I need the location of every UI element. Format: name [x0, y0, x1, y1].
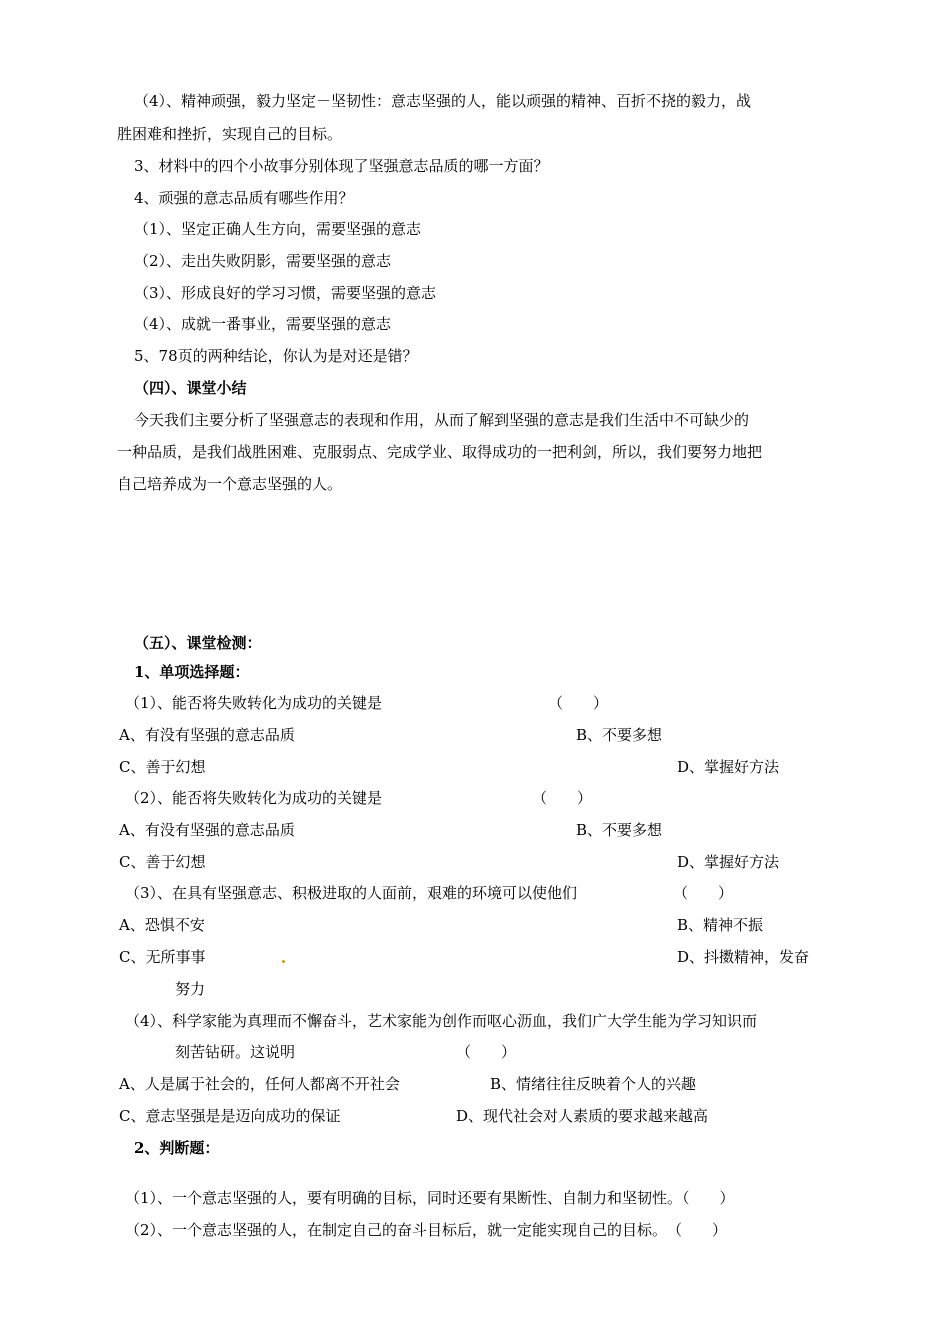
- answer-4: （4）、成就一番事业，需要坚强的意志: [134, 315, 392, 333]
- summary-line-3: 自己培养成为一个意志坚强的人。: [117, 475, 343, 493]
- question-3: 3、材料中的四个小故事分别体现了坚强意志品质的哪一方面？: [134, 157, 549, 175]
- answer-1: （1）、坚定正确人生方向，需要坚强的意志: [134, 220, 422, 238]
- judge-1: （1）、一个意志坚强的人，要有明确的目标，同时还要有果断性、自制力和坚韧性。（ ）: [125, 1189, 735, 1207]
- answer-3: （3）、形成良好的学习习惯，需要坚强的意志: [134, 284, 437, 302]
- summary-line-2: 一种品质，是我们战胜困难、克服弱点、完成学业、取得成功的一把利剑，所以，我们要努力地把: [117, 443, 763, 461]
- q4-option-c: C、意志坚强是是迈向成功的保证: [119, 1107, 341, 1125]
- q3-option-d-continued: 努力: [175, 980, 206, 998]
- q2-stem: （2）、能否将失败转化为成功的关键是: [125, 789, 383, 807]
- stray-dot: [282, 960, 285, 963]
- q4-stem-line1: （4）、科学家能为真理而不懈奋斗，艺术家能为创作而呕心沥血，我们广大学生能为学习知识而: [125, 1012, 758, 1030]
- item-4-line1: （4）、精神顽强，毅力坚定－坚韧性：意志坚强的人，能以顽强的精神、百折不挠的毅力，战: [134, 92, 752, 110]
- q1-option-b: B、不要多想: [576, 726, 663, 744]
- question-4: 4、顽强的意志品质有哪些作用？: [134, 189, 354, 207]
- q4-option-b: B、情绪往往反映着个人的兴趣: [490, 1075, 697, 1093]
- test-heading: （五）、课堂检测：: [134, 634, 262, 652]
- summary-line-1: 今天我们主要分析了坚强意志的表现和作用，从而了解到坚强的意志是我们生活中不可缺少的: [134, 411, 750, 429]
- q1-bracket: （ ）: [548, 694, 609, 712]
- judge-2: （2）、一个意志坚强的人，在制定自己的奋斗目标后，就一定能实现自己的目标。 （ ）: [125, 1221, 728, 1239]
- q4-option-d: D、现代社会对人素质的要求越来越高: [456, 1107, 709, 1125]
- summary-heading: （四）、课堂小结: [134, 379, 247, 397]
- q3-stem: （3）、在具有坚强意志、积极进取的人面前，艰难的环境可以使他们: [125, 884, 578, 902]
- single-choice-heading: 1、单项选择题：: [134, 663, 250, 681]
- q2-option-a: A、有没有坚强的意志品质: [119, 821, 295, 839]
- q3-option-a: A、恐惧不安: [119, 916, 205, 934]
- q2-option-b: B、不要多想: [576, 821, 663, 839]
- q2-option-d: D、掌握好方法: [677, 853, 780, 871]
- q1-option-d: D、掌握好方法: [677, 758, 780, 776]
- q2-option-c: C、善于幻想: [119, 853, 206, 871]
- q1-option-c: C、善于幻想: [119, 758, 206, 776]
- q4-stem-line2: 刻苦钻研。这说明: [175, 1043, 296, 1061]
- q4-bracket: （ ）: [456, 1043, 517, 1061]
- q1-option-a: A、有没有坚强的意志品质: [119, 726, 295, 744]
- q2-bracket: （ ）: [532, 789, 593, 807]
- q1-stem: （1）、能否将失败转化为成功的关键是: [125, 694, 383, 712]
- item-4-line2: 胜困难和挫折，实现自己的目标。: [117, 125, 343, 143]
- q3-option-d: D、抖擞精神，发奋: [677, 948, 810, 966]
- q3-option-b: B、精神不振: [677, 916, 764, 934]
- question-5: 5、78页的两种结论，你认为是对还是错？: [134, 347, 418, 365]
- q3-option-c: C、无所事事: [119, 948, 206, 966]
- answer-2: （2）、走出失败阴影，需要坚强的意志: [134, 252, 392, 270]
- judge-heading: 2、判断题：: [134, 1139, 220, 1157]
- q3-bracket: （ ）: [673, 884, 734, 902]
- q4-option-a: A、人是属于社会的，任何人都离不开社会: [119, 1075, 400, 1093]
